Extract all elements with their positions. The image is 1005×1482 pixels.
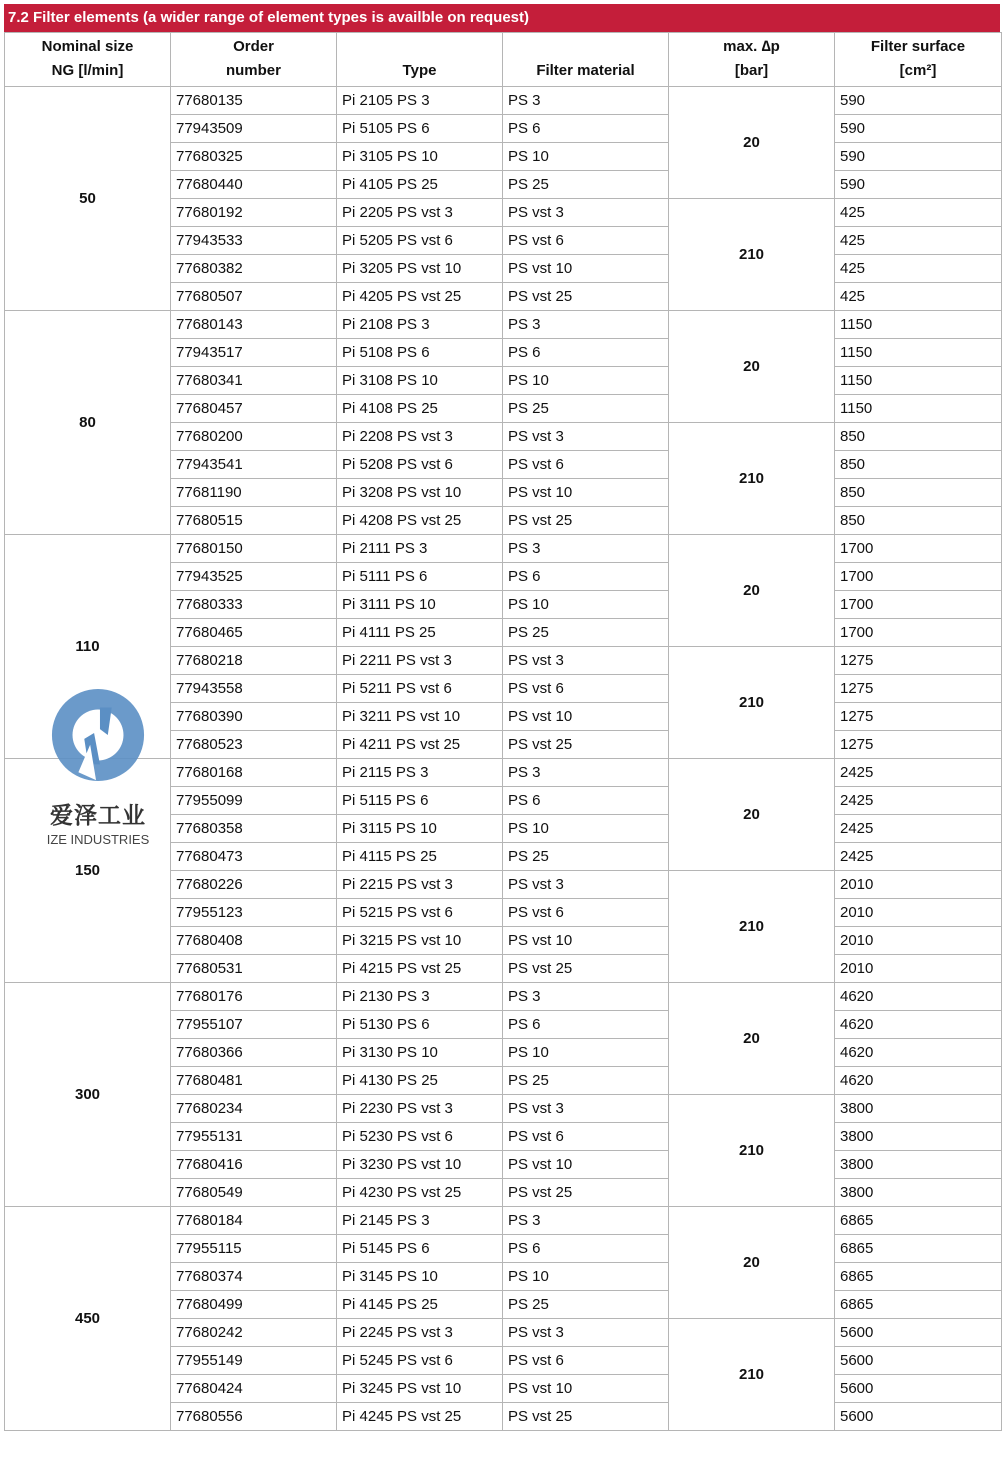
filter-surface-cell: 850 [835,451,1002,479]
type-cell: Pi 3208 PS vst 10 [337,479,503,507]
order-number-cell: 77680457 [171,395,337,423]
header-line-2: Type [402,62,437,79]
filter-surface-cell: 4620 [835,1011,1002,1039]
table-row [5,87,1002,115]
type-cell: Pi 2208 PS vst 3 [337,423,503,451]
type-cell: Pi 5105 PS 6 [337,115,503,143]
order-number-cell: 77680192 [171,199,337,227]
filter-material-cell: PS 10 [503,143,669,171]
max-dp-cell: 210 [669,199,835,311]
column-header [835,33,1002,87]
order-number-cell: 77680374 [171,1263,337,1291]
nominal-size-cell: 80 [5,311,171,535]
nominal-size-cell: 300 [5,983,171,1207]
header-line-2: Filter material [536,62,635,79]
max-dp-cell: 210 [669,1319,835,1431]
order-number-cell: 77680333 [171,591,337,619]
order-number-cell: 77955099 [171,787,337,815]
filter-surface-cell: 1275 [835,731,1002,759]
filter-surface-cell: 2425 [835,843,1002,871]
filter-surface-cell: 3800 [835,1151,1002,1179]
type-cell: Pi 2105 PS 3 [337,87,503,115]
order-number-cell: 77680382 [171,255,337,283]
filter-surface-cell: 4620 [835,1067,1002,1095]
header-row [5,33,1002,87]
type-cell: Pi 4205 PS vst 25 [337,283,503,311]
filter-material-cell: PS 6 [503,787,669,815]
type-cell: Pi 5145 PS 6 [337,1235,503,1263]
column-header [669,33,835,87]
order-number-cell: 77680143 [171,311,337,339]
filter-surface-cell: 2425 [835,787,1002,815]
filter-surface-cell: 425 [835,227,1002,255]
filter-material-cell: PS vst 25 [503,283,669,311]
filter-material-cell: PS vst 3 [503,871,669,899]
filter-surface-cell: 1275 [835,647,1002,675]
max-dp-cell: 210 [669,423,835,535]
type-cell: Pi 2211 PS vst 3 [337,647,503,675]
type-cell: Pi 3105 PS 10 [337,143,503,171]
order-number-cell: 77943533 [171,227,337,255]
type-cell: Pi 3245 PS vst 10 [337,1375,503,1403]
type-cell: Pi 5215 PS vst 6 [337,899,503,927]
filter-material-cell: PS 10 [503,367,669,395]
filter-surface-cell: 1700 [835,619,1002,647]
filter-material-cell: PS vst 25 [503,731,669,759]
filter-material-cell: PS vst 10 [503,1375,669,1403]
order-number-cell: 77680556 [171,1403,337,1431]
max-dp-cell: 210 [669,871,835,983]
nominal-size-cell: 450 [5,1207,171,1431]
table-row [5,311,1002,339]
order-number-cell: 77680242 [171,1319,337,1347]
filter-surface-cell: 6865 [835,1263,1002,1291]
filter-material-cell: PS 6 [503,563,669,591]
order-number-cell: 77943558 [171,675,337,703]
order-number-cell: 77680176 [171,983,337,1011]
order-number-cell: 77680218 [171,647,337,675]
column-header [5,33,171,87]
column-header [503,33,669,87]
order-number-cell: 77955131 [171,1123,337,1151]
filter-material-cell: PS 3 [503,983,669,1011]
filter-surface-cell: 2010 [835,927,1002,955]
type-cell: Pi 3215 PS vst 10 [337,927,503,955]
filter-surface-cell: 5600 [835,1403,1002,1431]
type-cell: Pi 3108 PS 10 [337,367,503,395]
order-number-cell: 77680325 [171,143,337,171]
filter-surface-cell: 3800 [835,1095,1002,1123]
filter-material-cell: PS 3 [503,87,669,115]
type-cell: Pi 5211 PS vst 6 [337,675,503,703]
filter-material-cell: PS 3 [503,1207,669,1235]
filter-material-cell: PS 25 [503,1067,669,1095]
filter-material-cell: PS vst 6 [503,899,669,927]
filter-material-cell: PS 10 [503,591,669,619]
filter-material-cell: PS 25 [503,395,669,423]
filter-surface-cell: 5600 [835,1375,1002,1403]
filter-surface-cell: 850 [835,479,1002,507]
order-number-cell: 77680416 [171,1151,337,1179]
filter-surface-cell: 590 [835,87,1002,115]
type-cell: Pi 5245 PS vst 6 [337,1347,503,1375]
order-number-cell: 77943525 [171,563,337,591]
max-dp-cell: 20 [669,759,835,871]
type-cell: Pi 4208 PS vst 25 [337,507,503,535]
type-cell: Pi 2145 PS 3 [337,1207,503,1235]
filter-surface-cell: 1275 [835,675,1002,703]
order-number-cell: 77680168 [171,759,337,787]
order-number-cell: 77943517 [171,339,337,367]
filter-surface-cell: 590 [835,115,1002,143]
filter-surface-cell: 2010 [835,955,1002,983]
filter-material-cell: PS 6 [503,1235,669,1263]
order-number-cell: 77680390 [171,703,337,731]
filter-surface-cell: 1150 [835,339,1002,367]
filter-surface-cell: 1700 [835,535,1002,563]
filter-surface-cell: 590 [835,171,1002,199]
nominal-size-cell: 50 [5,87,171,311]
type-cell: Pi 3130 PS 10 [337,1039,503,1067]
filter-surface-cell: 4620 [835,983,1002,1011]
type-cell: Pi 4145 PS 25 [337,1291,503,1319]
header-line-1 [337,35,502,59]
header-line-1: Order [233,38,274,55]
type-cell: Pi 5108 PS 6 [337,339,503,367]
order-number-cell: 77681190 [171,479,337,507]
type-cell: Pi 2108 PS 3 [337,311,503,339]
type-cell: Pi 3211 PS vst 10 [337,703,503,731]
filter-material-cell: PS vst 10 [503,927,669,955]
type-cell: Pi 5111 PS 6 [337,563,503,591]
nominal-size-cell: 110 [5,535,171,759]
type-cell: Pi 5208 PS vst 6 [337,451,503,479]
watermark-cn: 爱泽工业 [50,802,146,828]
order-number-cell: 77680424 [171,1375,337,1403]
order-number-cell: 77680358 [171,815,337,843]
order-number-cell: 77943509 [171,115,337,143]
filter-material-cell: PS vst 3 [503,199,669,227]
order-number-cell: 77680366 [171,1039,337,1067]
filter-surface-cell: 1275 [835,703,1002,731]
header-line-1: Nominal size [41,38,134,55]
filter-surface-cell: 4620 [835,1039,1002,1067]
table-row [5,1207,1002,1235]
header-line-2: [cm²] [899,62,937,79]
filter-material-cell: PS vst 3 [503,423,669,451]
filter-material-cell: PS 6 [503,115,669,143]
column-header [337,33,503,87]
filter-material-cell: PS 25 [503,1291,669,1319]
type-cell: Pi 3115 PS 10 [337,815,503,843]
filter-material-cell: PS 3 [503,311,669,339]
filter-material-cell: PS vst 25 [503,507,669,535]
filter-surface-cell: 5600 [835,1319,1002,1347]
order-number-cell: 77955149 [171,1347,337,1375]
order-number-cell: 77680481 [171,1067,337,1095]
filter-material-cell: PS vst 25 [503,1403,669,1431]
type-cell: Pi 4108 PS 25 [337,395,503,423]
type-cell: Pi 4211 PS vst 25 [337,731,503,759]
filter-material-cell: PS vst 3 [503,1095,669,1123]
section-title: 7.2 Filter elements (a wider range of element types is availble on request) [4,4,1000,32]
filter-surface-cell: 2425 [835,815,1002,843]
filter-surface-cell: 850 [835,423,1002,451]
type-cell: Pi 2130 PS 3 [337,983,503,1011]
filter-material-cell: PS 25 [503,171,669,199]
order-number-cell: 77680135 [171,87,337,115]
type-cell: Pi 4215 PS vst 25 [337,955,503,983]
filter-surface-cell: 590 [835,143,1002,171]
type-cell: Pi 4245 PS vst 25 [337,1403,503,1431]
filter-surface-cell: 850 [835,507,1002,535]
filter-surface-cell: 3800 [835,1179,1002,1207]
filter-material-cell: PS vst 6 [503,675,669,703]
order-number-cell: 77680234 [171,1095,337,1123]
filter-material-cell: PS vst 3 [503,647,669,675]
header-line-2: [bar] [734,62,769,79]
max-dp-cell: 20 [669,983,835,1095]
table-row [5,983,1002,1011]
filter-surface-cell: 1700 [835,563,1002,591]
order-number-cell: 77680523 [171,731,337,759]
column-header [171,33,337,87]
filter-material-cell: PS 10 [503,815,669,843]
filter-surface-cell: 6865 [835,1207,1002,1235]
header-line-2: NG [l/min] [51,62,124,79]
filter-material-cell: PS vst 25 [503,1179,669,1207]
table-row [5,535,1002,563]
header-line-1 [503,35,668,59]
type-cell: Pi 3230 PS vst 10 [337,1151,503,1179]
order-number-cell: 77680226 [171,871,337,899]
filter-material-cell: PS 3 [503,759,669,787]
type-cell: Pi 2111 PS 3 [337,535,503,563]
filter-material-cell: PS vst 10 [503,255,669,283]
filter-material-cell: PS 25 [503,619,669,647]
max-dp-cell: 20 [669,1207,835,1319]
order-number-cell: 77955107 [171,1011,337,1039]
filter-material-cell: PS vst 6 [503,1347,669,1375]
type-cell: Pi 4105 PS 25 [337,171,503,199]
filter-surface-cell: 425 [835,255,1002,283]
order-number-cell: 77680341 [171,367,337,395]
filter-elements-table [4,32,1002,1431]
order-number-cell: 77680184 [171,1207,337,1235]
max-dp-cell: 210 [669,1095,835,1207]
order-number-cell: 77943541 [171,451,337,479]
order-number-cell: 77680515 [171,507,337,535]
order-number-cell: 77680499 [171,1291,337,1319]
type-cell: Pi 4115 PS 25 [337,843,503,871]
header-line-2: number [225,62,281,79]
header-line-1: max. ∆p [723,38,780,55]
filter-surface-cell: 1700 [835,591,1002,619]
order-number-cell: 77680549 [171,1179,337,1207]
filter-material-cell: PS vst 6 [503,1123,669,1151]
filter-material-cell: PS vst 25 [503,955,669,983]
filter-surface-cell: 3800 [835,1123,1002,1151]
filter-surface-cell: 6865 [835,1291,1002,1319]
filter-material-cell: PS 25 [503,843,669,871]
filter-surface-cell: 1150 [835,395,1002,423]
filter-surface-cell: 2425 [835,759,1002,787]
type-cell: Pi 5130 PS 6 [337,1011,503,1039]
filter-surface-cell: 425 [835,283,1002,311]
max-dp-cell: 20 [669,535,835,647]
filter-material-cell: PS 3 [503,535,669,563]
filter-material-cell: PS vst 6 [503,227,669,255]
max-dp-cell: 210 [669,647,835,759]
order-number-cell: 77955115 [171,1235,337,1263]
order-number-cell: 77680507 [171,283,337,311]
type-cell: Pi 4130 PS 25 [337,1067,503,1095]
table-row [5,759,1002,787]
filter-surface-cell: 5600 [835,1347,1002,1375]
type-cell: Pi 4230 PS vst 25 [337,1179,503,1207]
type-cell: Pi 5230 PS vst 6 [337,1123,503,1151]
type-cell: Pi 2215 PS vst 3 [337,871,503,899]
type-cell: Pi 4111 PS 25 [337,619,503,647]
order-number-cell: 77955123 [171,899,337,927]
type-cell: Pi 2205 PS vst 3 [337,199,503,227]
filter-surface-cell: 2010 [835,899,1002,927]
type-cell: Pi 2245 PS vst 3 [337,1319,503,1347]
filter-surface-cell: 1150 [835,311,1002,339]
filter-surface-cell: 425 [835,199,1002,227]
order-number-cell: 77680440 [171,171,337,199]
filter-surface-cell: 2010 [835,871,1002,899]
filter-surface-cell: 1150 [835,367,1002,395]
header-line-1: Filter surface [870,38,966,55]
nominal-size-cell: 150 [5,759,171,983]
filter-material-cell: PS vst 10 [503,479,669,507]
filter-material-cell: PS vst 10 [503,703,669,731]
type-cell: Pi 2230 PS vst 3 [337,1095,503,1123]
order-number-cell: 77680408 [171,927,337,955]
max-dp-cell: 20 [669,87,835,199]
order-number-cell: 77680465 [171,619,337,647]
type-cell: Pi 5115 PS 6 [337,787,503,815]
type-cell: Pi 5205 PS vst 6 [337,227,503,255]
filter-material-cell: PS vst 6 [503,451,669,479]
order-number-cell: 77680150 [171,535,337,563]
filter-material-cell: PS vst 3 [503,1319,669,1347]
watermark-en: IZE INDUSTRIES [46,832,150,847]
order-number-cell: 77680531 [171,955,337,983]
filter-material-cell: PS 10 [503,1263,669,1291]
type-cell: Pi 3145 PS 10 [337,1263,503,1291]
type-cell: Pi 2115 PS 3 [337,759,503,787]
type-cell: Pi 3205 PS vst 10 [337,255,503,283]
filter-surface-cell: 6865 [835,1235,1002,1263]
filter-material-cell: PS vst 10 [503,1151,669,1179]
filter-material-cell: PS 6 [503,1011,669,1039]
filter-material-cell: PS 6 [503,339,669,367]
order-number-cell: 77680473 [171,843,337,871]
order-number-cell: 77680200 [171,423,337,451]
filter-material-cell: PS 10 [503,1039,669,1067]
max-dp-cell: 20 [669,311,835,423]
type-cell: Pi 3111 PS 10 [337,591,503,619]
